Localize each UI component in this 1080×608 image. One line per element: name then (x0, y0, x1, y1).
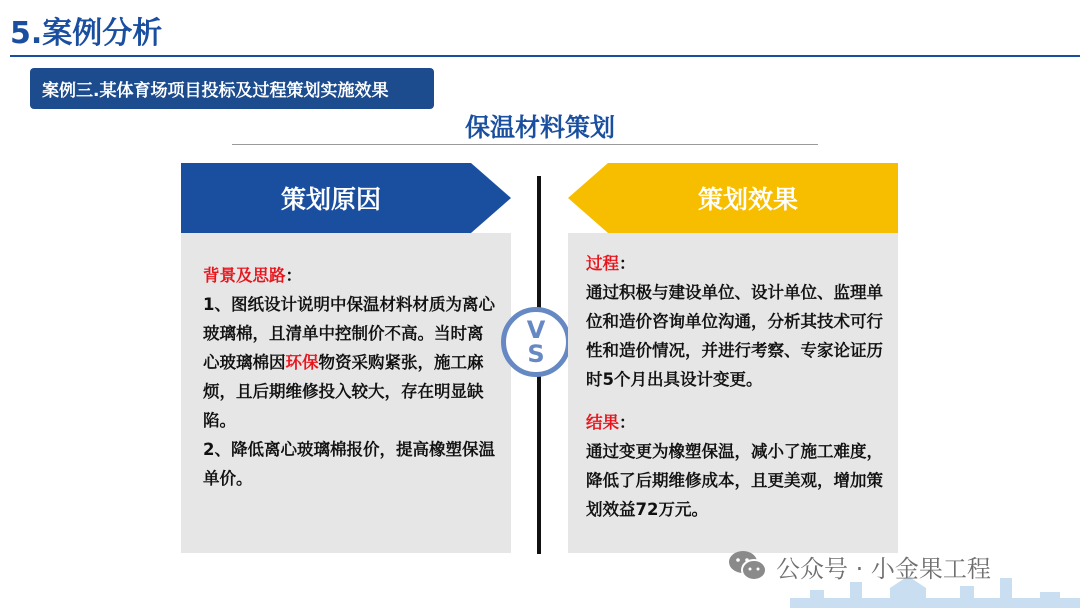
reason-item-1-before: 1、图纸设计说明中保温材料材质为离心玻璃棉，且清单中控制价不高。当时离心玻璃棉因 (203, 295, 495, 372)
background-heading (203, 261, 497, 290)
reason-item-2: 2、降低离心玻璃棉报价，提高橡塑保温单价。 (203, 440, 495, 488)
section-underline (232, 144, 818, 145)
vs-letter-s: S (527, 340, 545, 368)
left-panel-body (181, 233, 511, 553)
process-heading-colon: ： (619, 254, 636, 273)
process-heading (586, 249, 886, 278)
process-text: 通过积极与建设单位、设计单位、监理单位和造价咨询单位沟通，分析其技术可行性和造价情况，并进行考察、专家论证历时5个月出具设计变更。 (586, 283, 883, 389)
vs-letter-v: V (526, 316, 546, 344)
reason-item-1 (203, 290, 497, 435)
result-text: 通过变更为橡塑保温，减小了施工难度，降低了后期维修成本，且更美观，增加策划效益72万元。 (586, 442, 883, 519)
watermark (728, 548, 991, 584)
background-heading-label: 背景及思路 (203, 266, 286, 285)
wechat-icon (728, 549, 768, 583)
process-heading-label: 过程 (586, 254, 619, 273)
right-panel-header-label: 策划效果 (697, 185, 798, 214)
case-badge: 案例三.某体育场项目投标及过程策划实施效果 (30, 68, 434, 109)
result-heading (586, 408, 886, 437)
right-panel-header (568, 163, 898, 233)
page-title: 5.案例分析 (10, 16, 163, 51)
section-title: 保温材料策划 (464, 113, 615, 142)
watermark-text: 公众号 · 小金果工程 (776, 554, 991, 583)
title-underline (10, 55, 1080, 57)
result-heading-colon: ： (619, 413, 636, 432)
left-panel-header (181, 163, 511, 233)
left-panel-header-label: 策划原因 (280, 185, 381, 214)
background-heading-colon: ： (285, 266, 302, 285)
vs-circle (501, 307, 571, 377)
result-heading-label: 结果 (586, 413, 619, 432)
reason-item-1-after: 物资采购紧张，施工麻烦，且后期维修投入较大，存在明显缺陷。 (203, 353, 484, 430)
reason-item-1-highlight: 环保 (285, 353, 319, 372)
right-panel-body (568, 233, 898, 553)
